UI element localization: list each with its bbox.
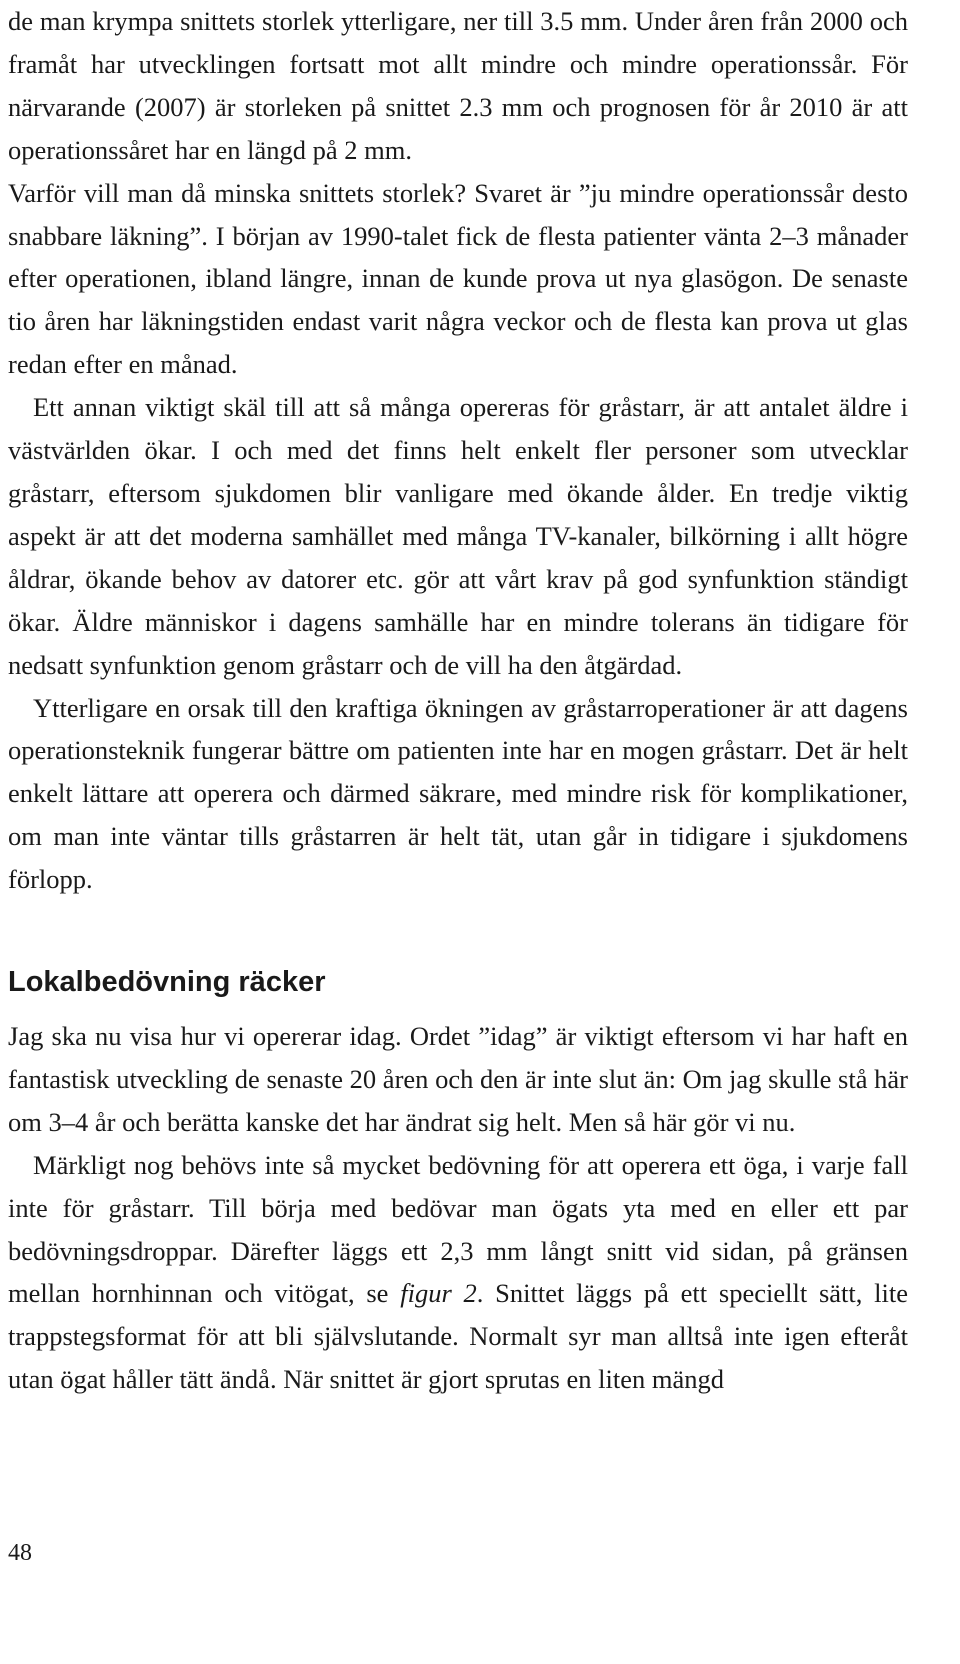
page-number: 48 [8, 1540, 32, 1566]
page-body [8, 0, 908, 1401]
figure-reference-link: figur 2 [400, 1278, 477, 1309]
paragraph-operation-technique: Ytterligare en orsak till den kraftiga ökningen av gråstarroperationer är att dagens operationsteknik fungerar bättre om patienten inte har en mogen gråstarr. Det är helt enkelt lättare att operera och därmed säkrare, med mindre risk för komplikationer, om man inte väntar tills gråstarren är helt tät, utan går in tidigare i sjukdomens förlopp. [8, 692, 908, 895]
paragraph-healing-time: Varför vill man då minska snittets storlek? Svaret är ”ju mindre operationssår desto snabbare läkning”. I början av 1990-talet fick de flesta patienter vänta 2–3 månader efter operationen, ibland längre, innan de kunde prova ut nya glasögon. De senaste tio åren har läkningstiden endast varit några veckor och de flesta kan prova ut glas redan efter en månad. [8, 177, 908, 380]
paragraph-aging-population: Ett annan viktigt skäl till att så många opereras för gråstarr, är att antalet äldre i västvärlden ökar. I och med det finns helt enkelt fler personer som utvecklar gråstarr, eftersom sjukdomen blir vanligare med ökande ålder. En tredje viktig aspekt är att det moderna samhället med många TV-kanaler, bilkörning i allt högre åldrar, ökande behov av datorer etc. gör att vårt krav på god synfunktion ständigt ökar. Äldre människor i dagens samhälle har en mindre tolerans än tidigare för nedsatt synfunktion genom gråstarr och de vill ha den åtgärdad. [8, 392, 908, 680]
paragraph-incision-size-history: de man krympa snittets storlek ytterligare, ner till 3.5 mm. Under åren från 2000 och framåt har utvecklingen fortsatt mot allt mindre och mindre operationssår. För närvarande (2007) är storleken på snittet 2.3 mm och prognosen för år 2010 är att operationssåret har en längd på 2 mm. [8, 6, 908, 165]
paragraph-anesthesia-text-after: . Snittet läggs på ett speciellt sätt, lite trappstegsformat för att bli självslutande. Normalt syr man alltså inte igen efteråt utan ögat håller tätt ändå. När snittet är gjort sprutas en liten mängd [8, 1278, 908, 1395]
paragraph-operating-today: Jag ska nu visa hur vi opererar idag. Ordet ”idag” är viktigt eftersom vi har haft en fantastisk utveckling de senaste 20 åren och den är inte slut än: Om jag skulle stå här om 3–4 år och berätta kanske det har ändrat sig helt. Men så här gör vi nu. [8, 1021, 908, 1137]
paragraph-anesthesia [8, 1144, 908, 1401]
section-heading: Lokalbedövning räcker [8, 966, 326, 999]
paragraph-anesthesia-text-before: Märkligt nog behövs inte så mycket bedövning för att operera ett öga, i varje fall inte för gråstarr. Till börja med bedövar man ögats yta med en eller ett par bedövningsdroppar. Därefter läggs ett 2,3 mm långt snitt vid sidan, på gränsen mellan hornhinnan och vitögat, se [8, 1149, 908, 1309]
